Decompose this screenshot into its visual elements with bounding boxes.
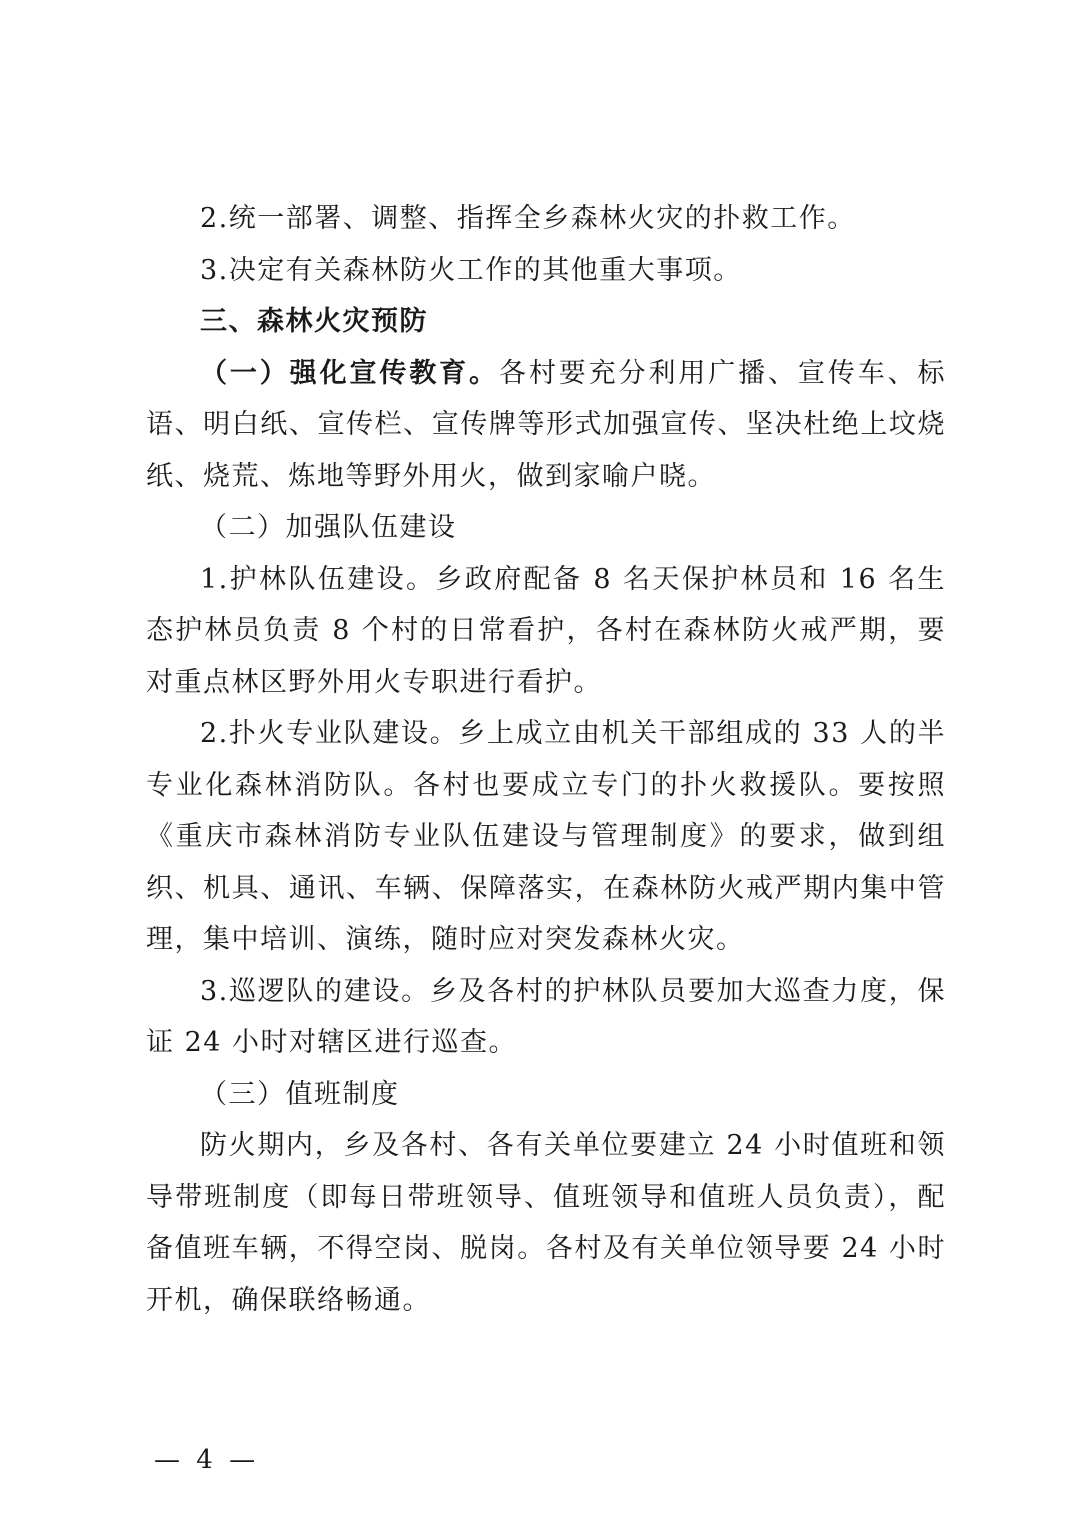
subheading-publicity-education: （一）强化宣传教育。	[200, 357, 499, 389]
paragraph-publicity-education	[146, 348, 946, 503]
subheading-team-building: （二）加强队伍建设	[200, 512, 457, 543]
document-page	[146, 0, 946, 1520]
paragraph-duty-3: 3.决定有关森林防火工作的其他重大事项。	[200, 254, 742, 286]
document-body	[146, 193, 946, 1326]
subheading-duty-system: （三）值班制度	[200, 1078, 400, 1110]
paragraph-forest-guard-team: 1.护林队伍建设。乡政府配备 8 名天保护林员和 16 名生态护林员负责 8 个村的日常看护，各村在森林防火戒严期，要对重点林区野外用火专职进行看护。	[146, 563, 946, 698]
paragraph-patrol-team: 3.巡逻队的建设。乡及各村的护林队员要加大巡查力度，保证 24 小时对辖区进行巡查。	[146, 975, 946, 1058]
paragraph-duty-system: 防火期内，乡及各村、各有关单位要建立 24 小时值班和领导带班制度（即每日带班领导、值班领导和值班人员负责），配备值班车辆，不得空岗、脱岗。各村及有关单位领导要 24 小时开机，确保联络畅通。	[146, 1130, 946, 1316]
paragraph-firefighting-team: 2.扑火专业队建设。乡上成立由机关干部组成的 33 人的半专业化森林消防队。各村也要成立专门的扑火救援队。要按照《重庆市森林消防专业队伍建设与管理制度》的要求，做到组织、机具、通讯、车辆、保障落实，在森林防火戒严期内集中管理，集中培训、演练，随时应对突发森林火灾。	[146, 718, 946, 955]
section-heading-fire-prevention: 三、森林火灾预防	[200, 306, 428, 337]
paragraph-publicity-education-body: 各村要充分利用广播、宣传车、标语、明白纸、宣传栏、宣传牌等形式加强宣传、坚决杜绝上坟烧纸、烧荒、炼地等野外用火，做到家喻户晓。	[146, 357, 947, 492]
paragraph-duty-2: 2.统一部署、调整、指挥全乡森林火灾的扑救工作。	[200, 203, 856, 234]
page-number: — 4 —	[154, 1445, 260, 1475]
